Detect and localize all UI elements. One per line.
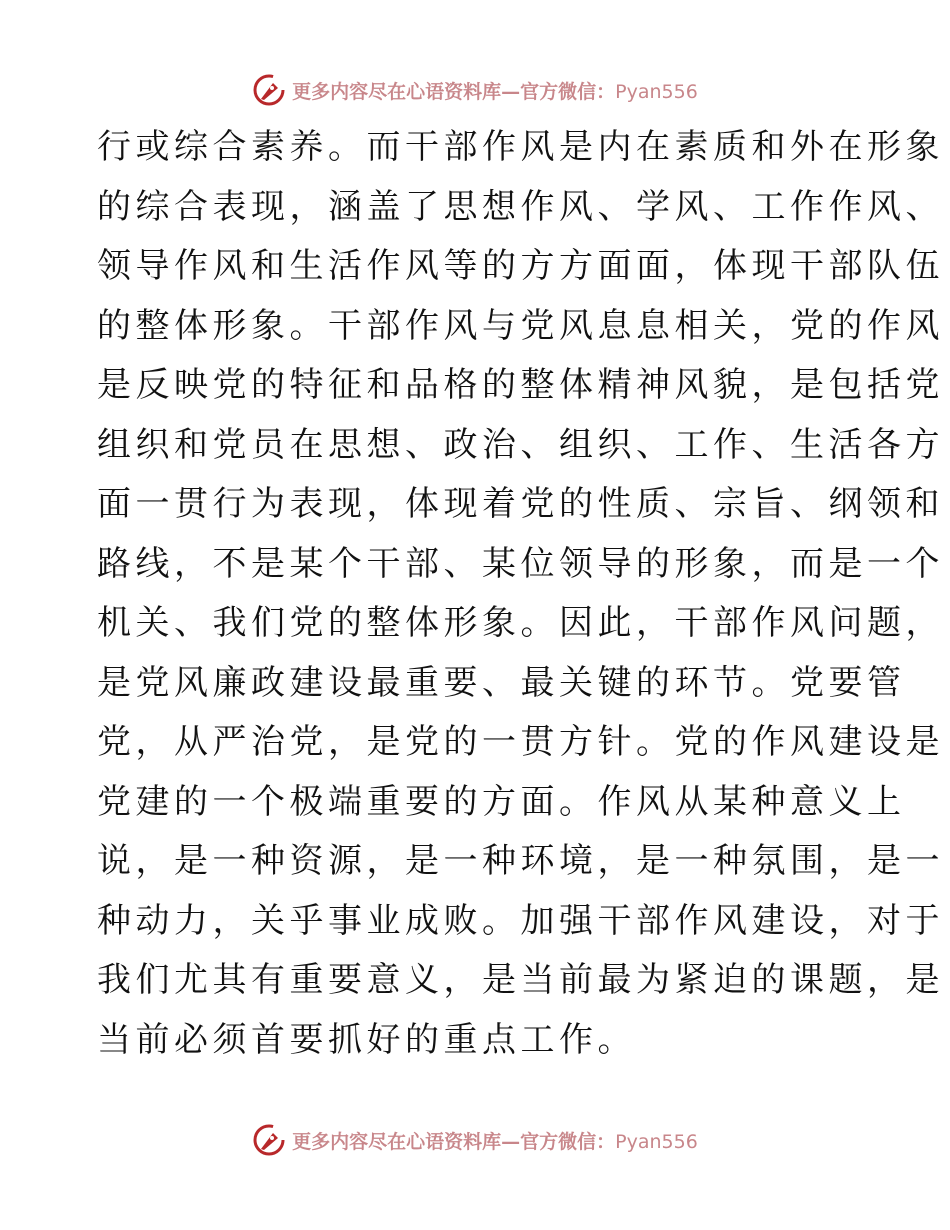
header-banner-text xyxy=(292,77,698,104)
body-line: 说，是一种资源，是一种环境，是一种氛围，是一 xyxy=(97,841,944,881)
body-line: 我们尤其有重要意义，是当前最为紧迫的课题，是 xyxy=(97,960,944,1000)
body-line: 当前必须首要抓好的重点工作。 xyxy=(97,1019,636,1060)
footer-banner-text xyxy=(292,1127,698,1154)
body-line: 路线，不是某个干部、某位领导的形象，而是一个 xyxy=(97,543,944,584)
body-line: 领导作风和生活作风等的方方面面，体现干部队伍 xyxy=(97,246,944,286)
body-line: 种动力，关乎事业成败。加强干部作风建设，对于 xyxy=(97,900,944,941)
body-line: 机关、我们党的整体形象。因此，干部作风问题， xyxy=(97,603,944,643)
footer-banner-label: 更多内容尽在心语资料库—官方微信： xyxy=(292,1130,616,1153)
pen-nib-logo-icon xyxy=(252,1123,286,1157)
body-line: 行或综合素养。而干部作风是内在素质和外在形象 xyxy=(97,127,944,167)
body-line: 面一贯行为表现，体现着党的性质、宗旨、纲领和 xyxy=(97,484,944,524)
body-line: 的整体形象。干部作风与党风息息相关，党的作风 xyxy=(97,305,944,346)
header-banner-label: 更多内容尽在心语资料库—官方微信： xyxy=(292,80,616,103)
pen-nib-logo-icon xyxy=(252,73,286,107)
body-line: 是反映党的特征和品格的整体精神风貌，是包括党 xyxy=(97,365,944,405)
body-line: 组织和党员在思想、政治、组织、工作、生活各方 xyxy=(97,424,944,465)
footer-wechat-id: Pyan556 xyxy=(615,1130,698,1153)
page-footer-banner xyxy=(0,1120,950,1160)
page-header-banner xyxy=(0,70,950,110)
body-line: 党，从严治党，是党的一贯方针。党的作风建设是 xyxy=(97,722,944,762)
body-line: 是党风廉政建设最重要、最关键的环节。党要管 xyxy=(97,662,906,703)
document-body xyxy=(97,118,944,1070)
header-wechat-id: Pyan556 xyxy=(615,80,698,103)
body-line: 的综合表现，涵盖了思想作风、学风、工作作风、 xyxy=(97,186,944,227)
body-line: 党建的一个极端重要的方面。作风从某种意义上 xyxy=(97,781,906,822)
